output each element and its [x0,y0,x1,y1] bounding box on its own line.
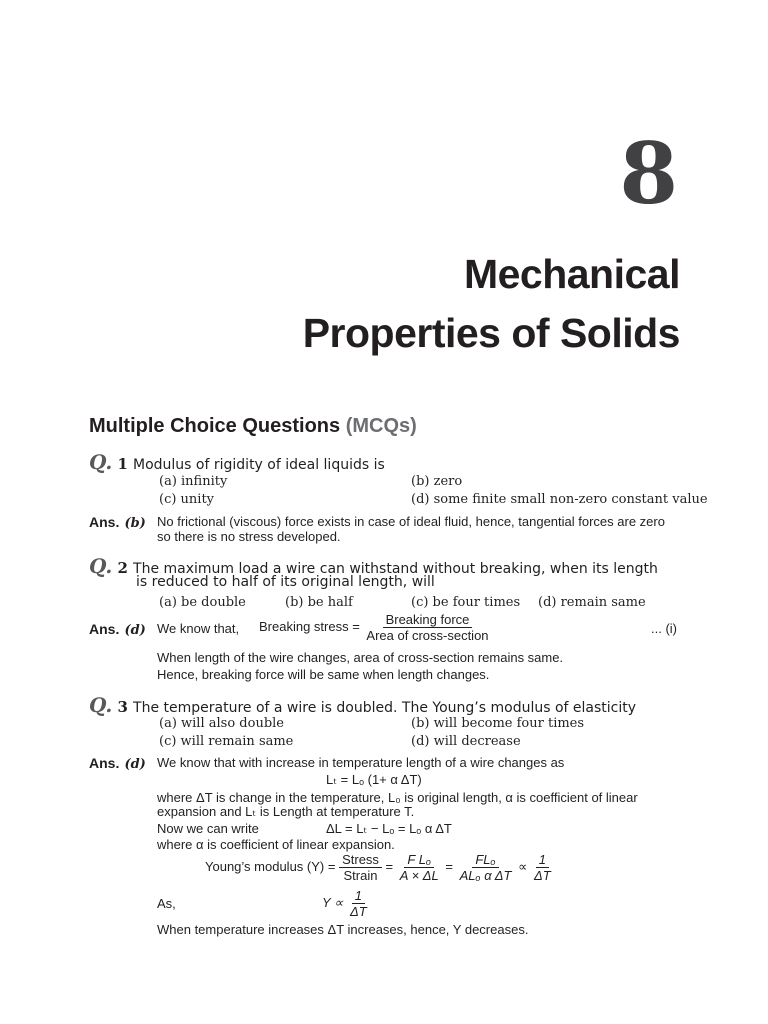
q3-where2: where α is coefficient of linear expansion. [157,837,395,852]
q2-we-know: We know that, [157,621,240,636]
fraction-numerator: Breaking force [383,612,473,628]
ans-key: (d) [124,623,146,638]
q3-as-label: As, [157,896,176,911]
q3-option-c: (c) will remain same [159,734,294,749]
fraction-denominator: ALₒ α ΔT [459,868,512,883]
y-prop-lhs: Y ∝ [322,894,344,910]
fraction-stress-strain [339,852,382,883]
q-text: Modulus of rigidity of ideal liquids is [133,457,385,473]
equals-sign: = [445,858,453,874]
q1-option-a: (a) infinity [159,474,228,489]
q3-option-b: (b) will become four times [411,716,585,731]
fraction-expanded [457,852,515,883]
q-text: The temperature of a wire is doubled. The Young’s modulus of elasticity [133,700,637,716]
proportional-sign: ∝ [518,858,528,874]
question-1 [89,450,385,474]
equation-tag: ... (i) [651,621,677,636]
q2-equation [259,612,492,643]
fraction-inverse-dt [531,852,554,883]
q3-answer-label [89,753,146,772]
fraction-force-area [397,852,442,883]
q1-option-d: (d) some finite small non-zero constant value [411,492,708,507]
question-3 [89,693,636,717]
fraction-denominator: A × ΔL [399,868,439,883]
q1-answer-text: No frictional (viscous) force exists in case of ideal fluid, hence, tangential forces are zero so there is no stress developed. [157,514,665,544]
q1-option-c: (c) unity [159,492,215,507]
fraction-numerator: F Lₒ [404,852,434,868]
q-number: 3 [117,698,128,716]
q-label: Q. [89,554,113,578]
section-heading [89,415,417,438]
fraction-numerator: Stress [339,852,382,868]
chapter-title-line2: Properties of Solids [302,310,680,356]
fraction-denominator: Area of cross-section [366,628,489,643]
q3-answer-line1: We know that with increase in temperature length of a wire changes as [157,755,565,770]
q3-y-proportional [322,888,370,919]
q3-equation-1: Lₜ = Lₒ (1+ α ΔT) [326,772,422,787]
q3-now-write: Now we can write [157,821,259,836]
fraction-denominator: ΔT [533,868,551,883]
q-number: 1 [117,455,128,473]
q-label: Q. [89,450,113,474]
q3-youngs-modulus-equation [205,852,554,883]
q2-option-d: (d) remain same [538,595,646,610]
q2-option-b: (b) be half [285,595,353,610]
q-text: The maximum load a wire can withstand without breaking, when its length [133,561,658,577]
fraction-denominator: Strain [343,868,378,883]
q2-answer-label [89,619,146,638]
q2-answer-line2: Hence, breaking force will be same when length changes. [157,667,490,682]
q-number: 2 [117,559,128,577]
fraction-denominator: ΔT [349,904,367,919]
q2-text-line2: is reduced to half of its original length, will [136,574,435,590]
fraction-numerator: 1 [352,888,365,904]
q3-where-line1: where ΔT is change in the temperature, L₀ is original length, α is coefficient of linear [157,790,638,805]
q1-answer-label [89,512,146,531]
q1-option-b: (b) zero [411,474,463,489]
chapter-number: 8 [619,124,678,223]
q2-answer-line1: When length of the wire changes, area of cross-section remains same. [157,650,564,665]
q3-equation-2: ΔL = Lₜ − Lₒ = Lₒ α ΔT [326,821,452,836]
q2-option-c: (c) be four times [411,595,521,610]
equation-lhs: Breaking stress = [259,618,360,634]
fraction [363,612,491,643]
fraction-numerator: 1 [536,852,549,868]
ans-label: Ans. [89,621,120,637]
q2-option-a: (a) be double [159,595,246,610]
equals-sign: = [385,858,394,874]
section-abbr: (MCQs) [345,415,417,437]
ans-label: Ans. [89,514,120,530]
fraction-inverse-dt [347,888,370,919]
q-label: Q. [89,693,113,717]
q3-option-a: (a) will also double [159,716,284,731]
chapter-title-line1: Mechanical [463,251,680,297]
ans-label: Ans. [89,755,120,771]
ans-key: (b) [124,516,146,531]
fraction-numerator: FLₒ [472,852,498,868]
equation-lhs: Young’s modulus (Y) = [205,858,336,874]
section-title: Multiple Choice Questions [89,415,341,437]
q3-where-line2: expansion and Lₜ is Length at temperature T. [157,804,415,819]
q3-option-d: (d) will decrease [411,734,521,749]
q3-conclusion: When temperature increases ΔT increases, hence, Y decreases. [157,922,529,937]
ans-key: (d) [124,757,146,772]
